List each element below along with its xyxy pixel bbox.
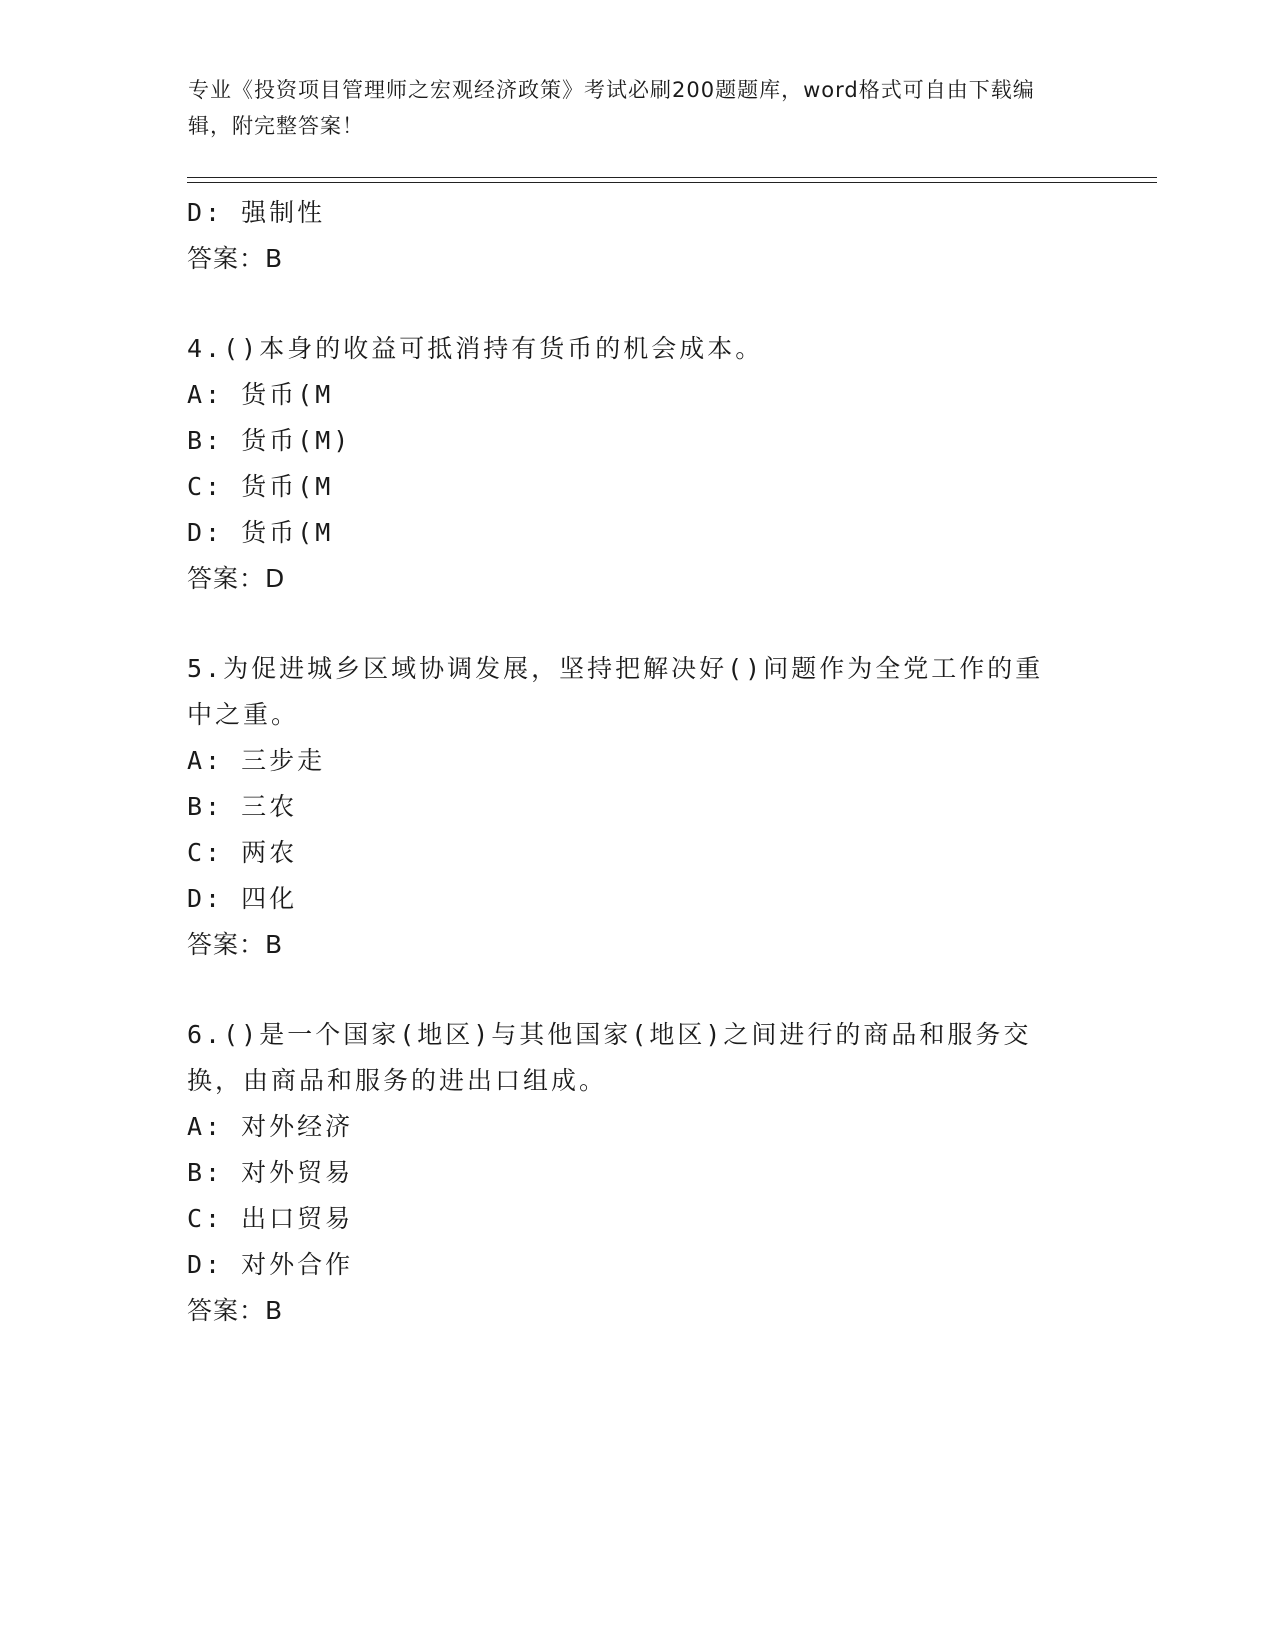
document-header: 专业《投资项目管理师之宏观经济政策》考试必刷200题题库，word格式可自由下载编辑，附完整答案！ bbox=[188, 78, 1035, 138]
option-b: B: 货币(M) bbox=[187, 426, 352, 455]
option-a: A: 货币(M bbox=[187, 380, 334, 409]
question-list bbox=[187, 190, 1087, 1334]
option-d: D: 强制性 bbox=[187, 198, 326, 227]
header-rule-top bbox=[187, 177, 1157, 178]
header-rule-bottom bbox=[187, 182, 1157, 183]
option-b: B: 三农 bbox=[187, 792, 298, 821]
option-a: A: 对外经济 bbox=[187, 1112, 354, 1141]
option-c: C: 货币(M bbox=[187, 472, 334, 501]
question-block-5 bbox=[187, 646, 1087, 968]
spacer bbox=[187, 282, 1087, 326]
option-d: D: 对外合作 bbox=[187, 1250, 354, 1279]
question-block-4 bbox=[187, 326, 1087, 602]
answer-line: 答案：D bbox=[187, 564, 286, 593]
option-d: D: 四化 bbox=[187, 884, 298, 913]
answer-line: 答案：B bbox=[187, 930, 284, 959]
question-text: 6.()是一个国家(地区)与其他国家(地区)之间进行的商品和服务交换，由商品和服务的进出口组成。 bbox=[187, 1020, 1032, 1095]
previous-question-tail bbox=[187, 190, 1087, 282]
answer-line: 答案：B bbox=[187, 244, 284, 273]
spacer bbox=[187, 968, 1087, 1012]
question-text: 4.()本身的收益可抵消持有货币的机会成本。 bbox=[187, 334, 764, 363]
option-a: A: 三步走 bbox=[187, 746, 326, 775]
spacer bbox=[187, 602, 1087, 646]
question-block-6 bbox=[187, 1012, 1087, 1334]
option-c: C: 出口贸易 bbox=[187, 1204, 354, 1233]
option-b: B: 对外贸易 bbox=[187, 1158, 354, 1187]
answer-line: 答案：B bbox=[187, 1296, 284, 1325]
question-text: 5.为促进城乡区域协调发展，坚持把解决好()问题作为全党工作的重中之重。 bbox=[187, 654, 1044, 729]
option-d: D: 货币(M bbox=[187, 518, 334, 547]
option-c: C: 两农 bbox=[187, 838, 298, 867]
